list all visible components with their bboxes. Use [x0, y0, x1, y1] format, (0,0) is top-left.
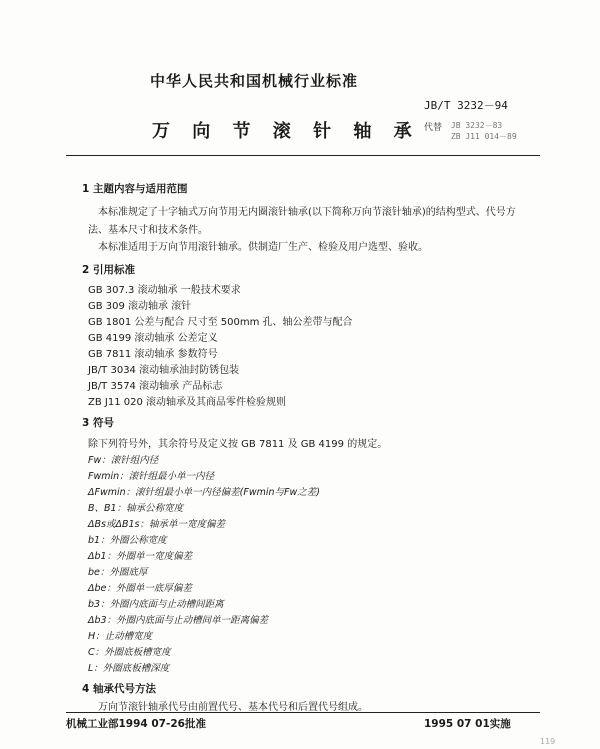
page-number: 119: [540, 737, 556, 746]
reference-item: JB/T 3034 滚动轴承油封防锈包装: [88, 365, 240, 376]
reference-item: GB 307.3 滚动轴承 一般技术要求: [88, 285, 241, 296]
symbol-definition: Δb3：外圈内底面与止动槽间单一距离偏差: [88, 615, 269, 626]
reference-item: GB 1801 公差与配合 尺寸至 500mm 孔、轴公差带与配合: [88, 317, 353, 328]
symbol-definition: Δbe：外圈单一底厚偏差: [88, 583, 192, 594]
section-4-paragraph: 万向节滚针轴承代号由前置代号、基本代号和后置代号组成。: [98, 702, 368, 713]
symbol-definition: Fwmin：滚针组最小单一内径: [88, 471, 215, 482]
symbol-definition: ΔBs或ΔB1s：轴承单一宽度偏差: [88, 519, 225, 530]
issuing-organization: 中华人民共和国机械行业标准: [150, 72, 359, 90]
symbol-definition: H：止动槽宽度: [88, 631, 153, 642]
symbol-definition: be：外圈底厚: [88, 567, 148, 578]
approval-date: 机械工业部1994 07-26批准: [66, 718, 206, 730]
header-rule: [66, 155, 540, 156]
section-2-heading: 2 引用标准: [82, 264, 135, 276]
reference-item: ZB J11 020 滚动轴承及其商品零件检验规则: [88, 397, 287, 408]
section-4-heading: 4 轴承代号方法: [82, 683, 156, 695]
document-title: 万 向 节 滚 针 轴 承: [152, 121, 420, 142]
reference-item: GB 7811 滚动轴承 参数符号: [88, 349, 218, 360]
replaces-block: [424, 120, 517, 142]
section-1-paragraph: 法、基本尺寸和技术条件。: [88, 225, 208, 236]
section-3-heading: 3 符号: [82, 417, 114, 429]
symbol-definition: B、B1：轴承公称宽度: [88, 503, 184, 514]
section-3-intro: 除下列符号外，其余符号及定义按 GB 7811 及 GB 4199 的规定。: [88, 439, 388, 450]
section-1-heading: 1 主题内容与适用范围: [82, 183, 188, 195]
symbol-definition: Δb1：外圈单一宽度偏差: [88, 551, 193, 562]
symbol-definition: b3：外圈内底面与止动槽间距离: [88, 599, 224, 610]
footer-rule: [66, 712, 540, 713]
symbol-definition: ΔFwmin：滚针组最小单一内径偏差(Fwmin与Fw之差): [88, 487, 320, 498]
section-1-paragraph: 本标准规定了十字轴式万向节用无内圈滚针轴承(以下简称万向节滚针轴承)的结构型式、代号方: [98, 207, 516, 218]
replaced-standard: JB 3232－83: [450, 121, 503, 130]
symbol-definition: b1：外圈公称宽度: [88, 535, 167, 546]
standard-number: JB/T 3232－94: [424, 99, 508, 112]
section-1-paragraph: 本标准适用于万向节用滚针轴承。供制造厂生产、检验及用户选型、验收。: [98, 242, 428, 253]
symbol-definition: Fw：滚针组内径: [88, 455, 159, 466]
effective-date: 1995 07 01实施: [424, 718, 511, 730]
reference-item: GB 4199 滚动轴承 公差定义: [88, 333, 218, 344]
replaces-label: 代替: [424, 123, 443, 133]
reference-item: GB 309 滚动轴承 滚针: [88, 301, 192, 312]
symbol-definition: L：外圈底板槽深度: [88, 663, 170, 674]
symbol-definition: C：外圈底板槽宽度: [88, 647, 171, 658]
replaced-standard: ZB J11 014－89: [450, 132, 517, 141]
reference-item: JB/T 3574 滚动轴承 产品标志: [88, 381, 223, 392]
replaces-codes: [451, 120, 517, 142]
